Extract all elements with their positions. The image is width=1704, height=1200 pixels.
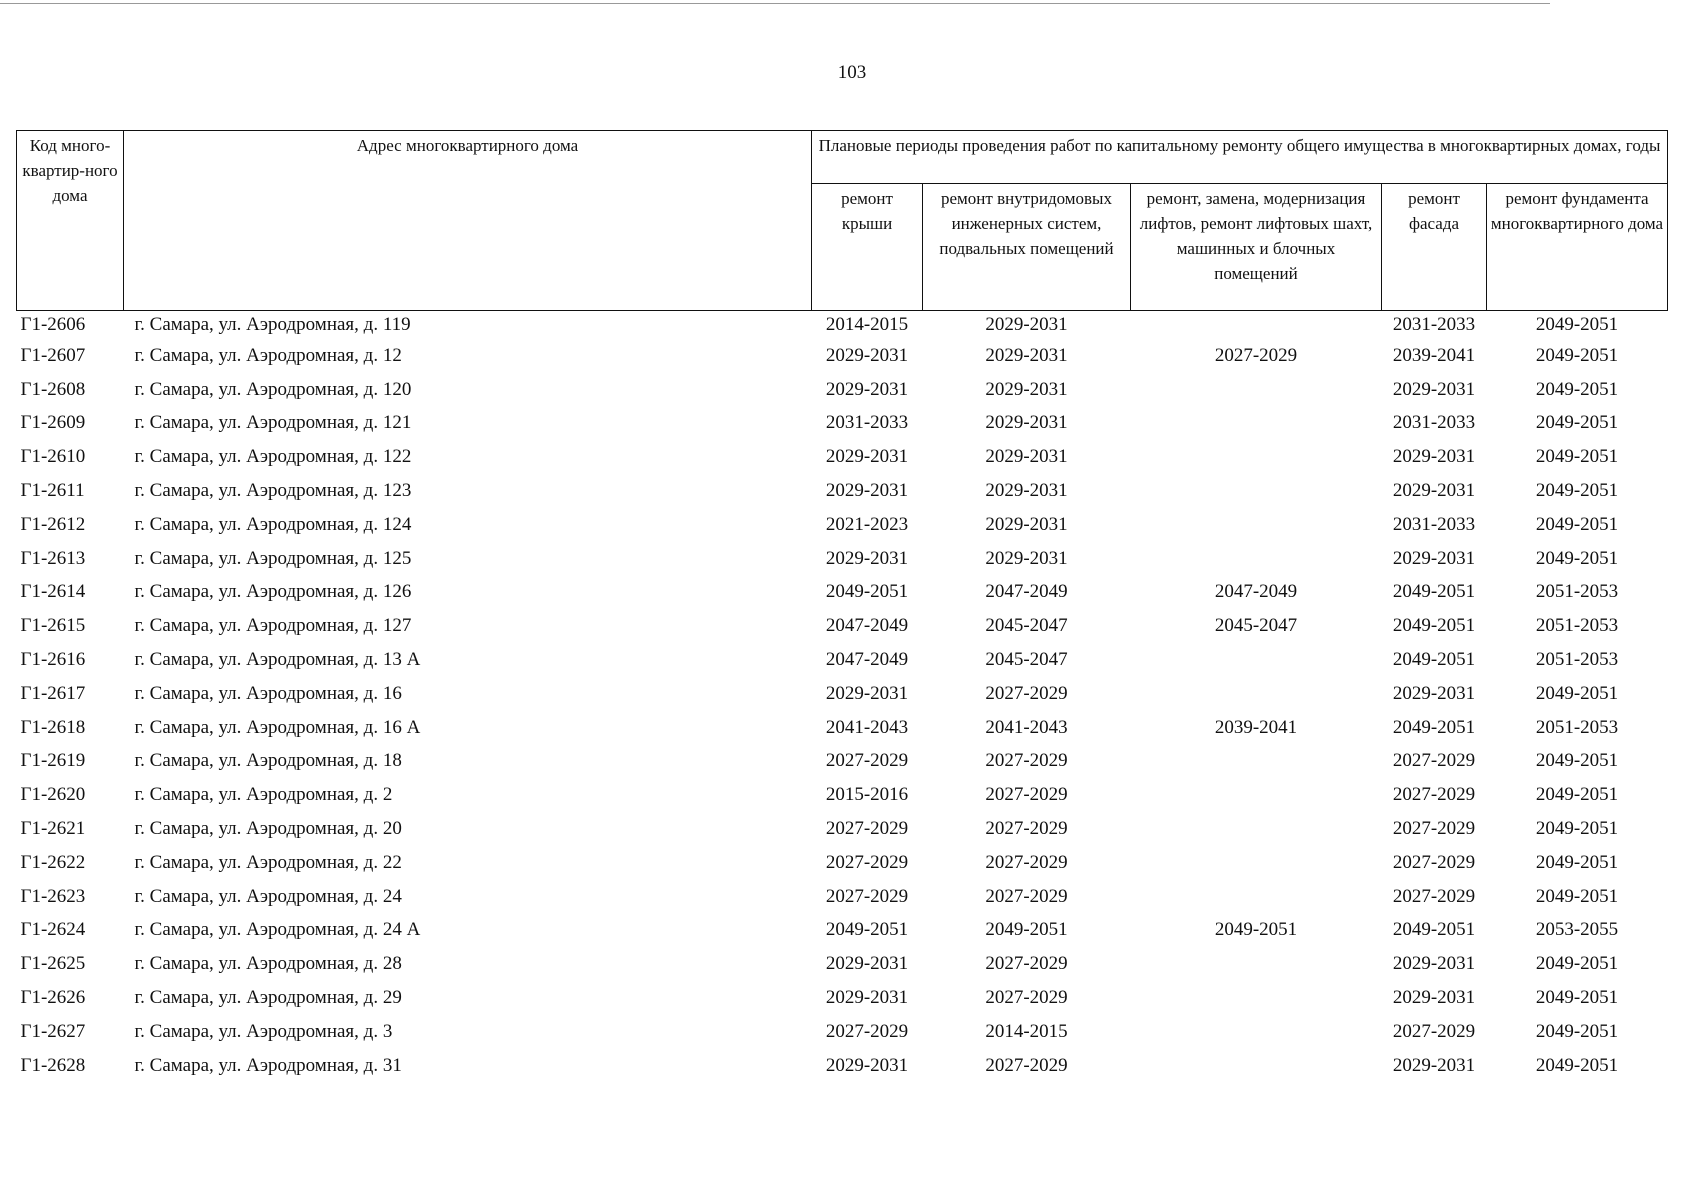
cell-address: г. Самара, ул. Аэродромная, д. 16 А xyxy=(134,716,421,738)
cell-lifts xyxy=(1131,812,1382,846)
table-row xyxy=(17,440,1668,474)
table-row xyxy=(17,981,1668,1015)
cell-roof: 2049-2051 xyxy=(825,919,909,941)
table-row xyxy=(17,373,1668,407)
cell-lifts xyxy=(1131,407,1382,441)
cell-address: г. Самара, ул. Аэродромная, д. 24 xyxy=(134,885,402,907)
cell-systems: 2027-2029 xyxy=(985,818,1068,840)
cell-foundation: 2049-2051 xyxy=(1535,1054,1619,1076)
cell-systems: 2041-2043 xyxy=(985,716,1068,738)
cell-address: г. Самара, ул. Аэродромная, д. 29 xyxy=(134,987,402,1009)
cell-code: Г1-2620 xyxy=(20,784,86,806)
cell-foundation: 2049-2051 xyxy=(1535,1020,1619,1042)
cell-foundation: 2051-2053 xyxy=(1535,649,1619,671)
table-row xyxy=(17,542,1668,576)
cell-systems: 2029-2031 xyxy=(985,480,1068,502)
cell-facade: 2049-2051 xyxy=(1392,649,1476,671)
cell-code: Г1-2616 xyxy=(20,649,86,671)
cell-roof: 2021-2023 xyxy=(825,513,909,535)
cell-code: Г1-2621 xyxy=(20,818,86,840)
header-systems: ремонт внутридомовых инженерных систем, подвальных помещений xyxy=(923,184,1131,311)
cell-lifts xyxy=(1131,311,1382,340)
header-periods-group: Плановые периоды проведения работ по капитальному ремонту общего имущества в многоквартирных домах, годы xyxy=(812,131,1668,184)
cell-systems: 2027-2029 xyxy=(985,885,1068,907)
cell-lifts: 2045-2047 xyxy=(1214,615,1298,637)
cell-address: г. Самара, ул. Аэродромная, д. 12 xyxy=(134,344,402,366)
table-row xyxy=(17,846,1668,880)
cell-facade: 2031-2033 xyxy=(1392,513,1476,535)
cell-foundation: 2049-2051 xyxy=(1535,682,1619,704)
cell-foundation: 2049-2051 xyxy=(1535,446,1619,468)
cell-roof: 2029-2031 xyxy=(825,682,909,704)
cell-roof: 2049-2051 xyxy=(825,581,909,603)
cell-systems: 2027-2029 xyxy=(985,987,1068,1009)
cell-systems: 2029-2031 xyxy=(985,314,1068,335)
cell-foundation: 2049-2051 xyxy=(1535,953,1619,975)
cell-systems: 2045-2047 xyxy=(985,615,1068,637)
cell-lifts xyxy=(1131,846,1382,880)
page-number: 103 xyxy=(837,62,867,83)
cell-lifts: 2039-2041 xyxy=(1214,716,1298,738)
table-row xyxy=(17,745,1668,779)
cell-facade: 2039-2041 xyxy=(1392,344,1476,366)
cell-foundation: 2049-2051 xyxy=(1535,344,1619,366)
header-foundation: ремонт фундамента многоквартирного дома xyxy=(1487,184,1668,311)
cell-lifts xyxy=(1131,947,1382,981)
cell-roof: 2027-2029 xyxy=(825,885,909,907)
cell-address: г. Самара, ул. Аэродромная, д. 3 xyxy=(134,1020,393,1042)
table-row xyxy=(17,880,1668,914)
table-row xyxy=(17,677,1668,711)
cell-facade: 2029-2031 xyxy=(1392,987,1476,1009)
cell-code: Г1-2608 xyxy=(20,378,86,400)
table-row xyxy=(17,311,1668,340)
cell-foundation: 2049-2051 xyxy=(1535,750,1619,772)
cell-foundation: 2049-2051 xyxy=(1535,784,1619,806)
cell-facade: 2027-2029 xyxy=(1392,1020,1476,1042)
cell-facade: 2029-2031 xyxy=(1392,953,1476,975)
cell-address: г. Самара, ул. Аэродромная, д. 18 xyxy=(134,750,402,772)
cell-roof: 2029-2031 xyxy=(825,378,909,400)
cell-lifts: 2047-2049 xyxy=(1214,581,1298,603)
cell-foundation: 2049-2051 xyxy=(1535,480,1619,502)
cell-foundation: 2051-2053 xyxy=(1535,615,1619,637)
cell-systems: 2049-2051 xyxy=(985,919,1068,941)
cell-lifts xyxy=(1131,373,1382,407)
cell-systems: 2029-2031 xyxy=(985,513,1068,535)
cell-code: Г1-2612 xyxy=(20,513,86,535)
cell-roof: 2029-2031 xyxy=(825,987,909,1009)
cell-roof: 2029-2031 xyxy=(825,446,909,468)
cell-lifts xyxy=(1131,880,1382,914)
cell-facade: 2027-2029 xyxy=(1392,818,1476,840)
cell-foundation: 2053-2055 xyxy=(1535,919,1619,941)
cell-facade: 2031-2033 xyxy=(1392,314,1476,335)
cell-lifts: 2027-2029 xyxy=(1214,344,1298,366)
cell-address: г. Самара, ул. Аэродромная, д. 125 xyxy=(134,547,412,569)
cell-lifts xyxy=(1131,1049,1382,1083)
capital-repair-table xyxy=(16,130,1668,1083)
cell-address: г. Самара, ул. Аэродромная, д. 22 xyxy=(134,851,402,873)
cell-systems: 2029-2031 xyxy=(985,412,1068,434)
cell-facade: 2049-2051 xyxy=(1392,919,1476,941)
cell-roof: 2047-2049 xyxy=(825,615,909,637)
table-row xyxy=(17,339,1668,373)
table-row xyxy=(17,778,1668,812)
table-row xyxy=(17,812,1668,846)
cell-roof: 2029-2031 xyxy=(825,547,909,569)
table-row xyxy=(17,508,1668,542)
cell-code: Г1-2606 xyxy=(20,314,86,335)
cell-facade: 2029-2031 xyxy=(1392,1054,1476,1076)
cell-lifts xyxy=(1131,745,1382,779)
cell-roof: 2041-2043 xyxy=(825,716,909,738)
cell-systems: 2027-2029 xyxy=(985,1054,1068,1076)
cell-facade: 2029-2031 xyxy=(1392,547,1476,569)
cell-lifts xyxy=(1131,778,1382,812)
cell-facade: 2029-2031 xyxy=(1392,480,1476,502)
table-body xyxy=(17,311,1668,1083)
table-row xyxy=(17,609,1668,643)
table-row xyxy=(17,1015,1668,1049)
table-row xyxy=(17,914,1668,948)
cell-lifts xyxy=(1131,1015,1382,1049)
cell-foundation: 2049-2051 xyxy=(1535,547,1619,569)
cell-roof: 2027-2029 xyxy=(825,1020,909,1042)
cell-code: Г1-2625 xyxy=(20,953,86,975)
cell-roof: 2029-2031 xyxy=(825,344,909,366)
cell-lifts xyxy=(1131,643,1382,677)
scan-edge-line xyxy=(0,3,1550,4)
table-row xyxy=(17,1049,1668,1083)
cell-foundation: 2049-2051 xyxy=(1535,818,1619,840)
cell-lifts xyxy=(1131,474,1382,508)
cell-address: г. Самара, ул. Аэродромная, д. 13 А xyxy=(134,649,421,671)
cell-roof: 2015-2016 xyxy=(825,784,909,806)
header-address: Адрес многоквартирного дома xyxy=(124,131,812,311)
cell-foundation: 2049-2051 xyxy=(1535,885,1619,907)
cell-code: Г1-2624 xyxy=(20,919,86,941)
header-roof: ремонт крыши xyxy=(812,184,923,311)
cell-foundation: 2049-2051 xyxy=(1535,513,1619,535)
cell-systems: 2029-2031 xyxy=(985,344,1068,366)
cell-roof: 2047-2049 xyxy=(825,649,909,671)
cell-systems: 2014-2015 xyxy=(985,1020,1068,1042)
cell-facade: 2049-2051 xyxy=(1392,615,1476,637)
table-row xyxy=(17,643,1668,677)
cell-systems: 2029-2031 xyxy=(985,547,1068,569)
table-row xyxy=(17,474,1668,508)
cell-address: г. Самара, ул. Аэродромная, д. 123 xyxy=(134,480,412,502)
cell-foundation: 2049-2051 xyxy=(1535,412,1619,434)
cell-lifts xyxy=(1131,542,1382,576)
cell-code: Г1-2627 xyxy=(20,1020,86,1042)
cell-code: Г1-2628 xyxy=(20,1054,86,1076)
cell-systems: 2029-2031 xyxy=(985,378,1068,400)
cell-systems: 2027-2029 xyxy=(985,750,1068,772)
cell-code: Г1-2619 xyxy=(20,750,86,772)
cell-foundation: 2051-2053 xyxy=(1535,716,1619,738)
cell-address: г. Самара, ул. Аэродромная, д. 122 xyxy=(134,446,412,468)
cell-facade: 2049-2051 xyxy=(1392,716,1476,738)
cell-roof: 2027-2029 xyxy=(825,750,909,772)
cell-roof: 2031-2033 xyxy=(825,412,909,434)
cell-facade: 2027-2029 xyxy=(1392,750,1476,772)
cell-facade: 2027-2029 xyxy=(1392,885,1476,907)
cell-address: г. Самара, ул. Аэродромная, д. 24 А xyxy=(134,919,421,941)
cell-systems: 2029-2031 xyxy=(985,446,1068,468)
cell-address: г. Самара, ул. Аэродромная, д. 120 xyxy=(134,378,412,400)
cell-facade: 2029-2031 xyxy=(1392,682,1476,704)
cell-code: Г1-2611 xyxy=(20,480,85,502)
cell-lifts xyxy=(1131,981,1382,1015)
cell-facade: 2029-2031 xyxy=(1392,378,1476,400)
cell-address: г. Самара, ул. Аэродромная, д. 127 xyxy=(134,615,412,637)
table-row xyxy=(17,576,1668,610)
cell-code: Г1-2623 xyxy=(20,885,86,907)
cell-address: г. Самара, ул. Аэродромная, д. 16 xyxy=(134,682,402,704)
cell-systems: 2027-2029 xyxy=(985,851,1068,873)
cell-code: Г1-2622 xyxy=(20,851,86,873)
cell-facade: 2027-2029 xyxy=(1392,851,1476,873)
cell-lifts xyxy=(1131,440,1382,474)
cell-roof: 2029-2031 xyxy=(825,953,909,975)
cell-facade: 2031-2033 xyxy=(1392,412,1476,434)
header-facade: ремонт фасада xyxy=(1382,184,1487,311)
cell-address: г. Самара, ул. Аэродромная, д. 126 xyxy=(134,581,412,603)
cell-address: г. Самара, ул. Аэродромная, д. 28 xyxy=(134,953,402,975)
cell-code: Г1-2610 xyxy=(20,446,86,468)
cell-code: Г1-2607 xyxy=(20,344,86,366)
cell-code: Г1-2613 xyxy=(20,547,86,569)
cell-address: г. Самара, ул. Аэродромная, д. 124 xyxy=(134,513,412,535)
table-row xyxy=(17,947,1668,981)
cell-code: Г1-2626 xyxy=(20,987,86,1009)
header-lifts: ремонт, замена, модернизация лифтов, ремонт лифтовых шахт, машинных и блочных помещений xyxy=(1131,184,1382,311)
cell-address: г. Самара, ул. Аэродромная, д. 20 xyxy=(134,818,402,840)
cell-address: г. Самара, ул. Аэродромная, д. 2 xyxy=(134,784,393,806)
cell-code: Г1-2618 xyxy=(20,716,86,738)
header-code: Код много-квартир-ного дома xyxy=(17,131,124,311)
cell-facade: 2027-2029 xyxy=(1392,784,1476,806)
cell-code: Г1-2615 xyxy=(20,615,86,637)
cell-systems: 2027-2029 xyxy=(985,953,1068,975)
cell-address: г. Самара, ул. Аэродромная, д. 121 xyxy=(134,412,412,434)
cell-roof: 2027-2029 xyxy=(825,851,909,873)
cell-address: г. Самара, ул. Аэродромная, д. 31 xyxy=(134,1054,402,1076)
table-row xyxy=(17,407,1668,441)
cell-systems: 2027-2029 xyxy=(985,682,1068,704)
cell-facade: 2049-2051 xyxy=(1392,581,1476,603)
cell-roof: 2014-2015 xyxy=(825,314,909,335)
cell-foundation: 2049-2051 xyxy=(1535,851,1619,873)
cell-roof: 2029-2031 xyxy=(825,1054,909,1076)
cell-foundation: 2049-2051 xyxy=(1535,378,1619,400)
cell-systems: 2047-2049 xyxy=(985,581,1068,603)
cell-code: Г1-2609 xyxy=(20,412,86,434)
table-row xyxy=(17,711,1668,745)
cell-code: Г1-2617 xyxy=(20,682,86,704)
cell-facade: 2029-2031 xyxy=(1392,446,1476,468)
cell-code: Г1-2614 xyxy=(20,581,86,603)
cell-roof: 2027-2029 xyxy=(825,818,909,840)
cell-foundation: 2049-2051 xyxy=(1535,987,1619,1009)
cell-address: г. Самара, ул. Аэродромная, д. 119 xyxy=(134,314,411,335)
cell-lifts xyxy=(1131,677,1382,711)
cell-systems: 2045-2047 xyxy=(985,649,1068,671)
cell-lifts: 2049-2051 xyxy=(1214,919,1298,941)
cell-systems: 2027-2029 xyxy=(985,784,1068,806)
cell-roof: 2029-2031 xyxy=(825,480,909,502)
cell-lifts xyxy=(1131,508,1382,542)
cell-foundation: 2049-2051 xyxy=(1535,314,1619,335)
cell-foundation: 2051-2053 xyxy=(1535,581,1619,603)
